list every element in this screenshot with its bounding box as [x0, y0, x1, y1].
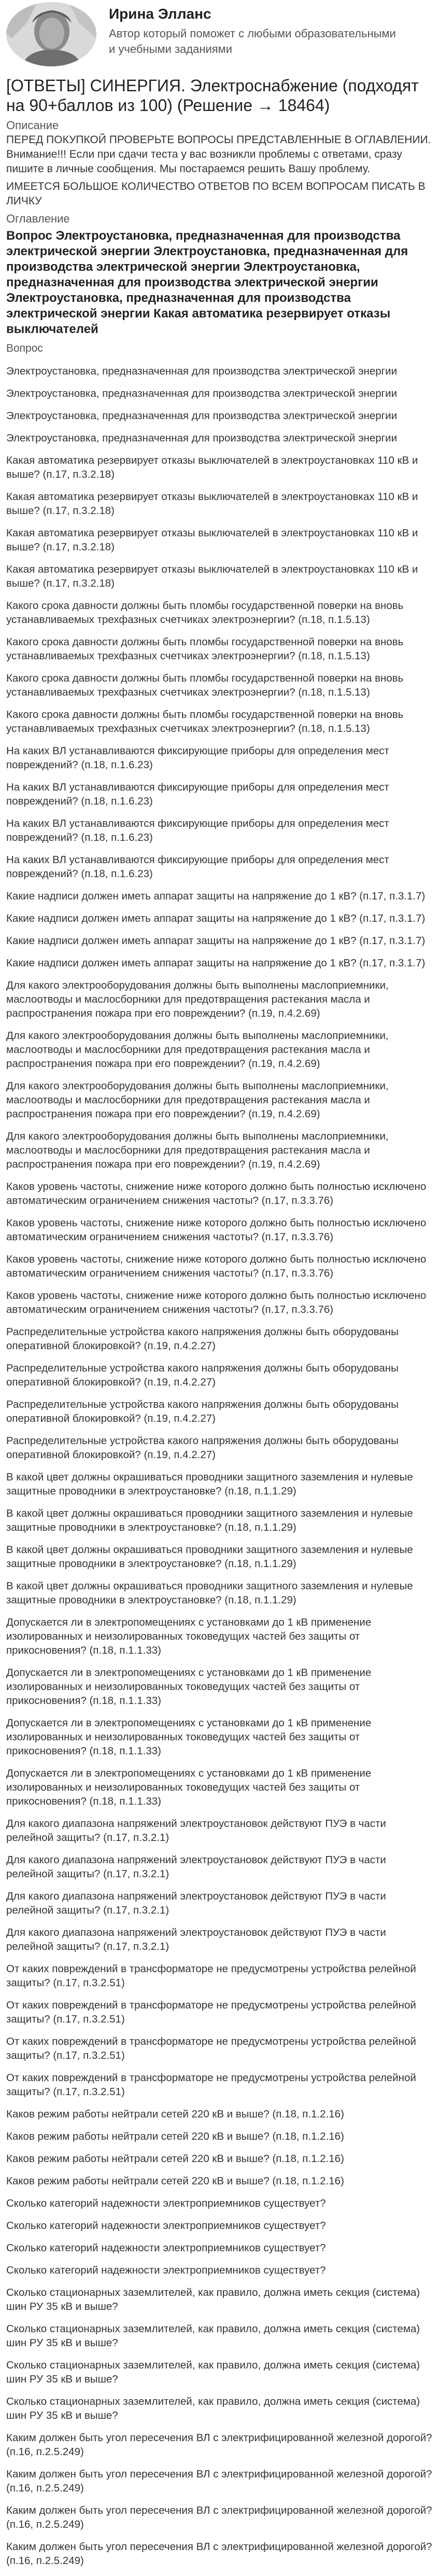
question-item: Сколько категорий надежности электроприемников существует? — [6, 2242, 326, 2254]
question-item: Какого срока давности должны быть пломбы государственной поверки на вновь устанавливаемых трехфазных счетчиках электроэнергии? (п.18, п.1.5.13) — [6, 636, 404, 662]
question-item: Сколько стационарных заземлителей, как правило, должна иметь секция (система) шин РУ 35 кВ и выше? — [6, 2323, 420, 2349]
question-item: На каких ВЛ устанавливаются фиксирующие приборы для определения мест повреждений? (п.18, п.1.6.23) — [6, 854, 389, 880]
author-info — [109, 2, 399, 57]
question-item: В какой цвет должны окрашиваться проводники защитного заземления и нулевые защитные проводники в электроустановке? (п.18, п.1.1.29) — [6, 1544, 413, 1570]
question-item: Каким должен быть угол пересечения ВЛ с электрифицированной железной дорогой? (п.16, п.2.5.249) — [6, 2432, 432, 2458]
description-label: Описание — [6, 119, 59, 132]
question-item: Каким должен быть угол пересечения ВЛ с электрифицированной железной дорогой? (п.16, п.2.5.249) — [6, 2468, 432, 2494]
question-item: Сколько стационарных заземлителей, как правило, должна иметь секция (система) шин РУ 35 кВ и выше? — [6, 2395, 420, 2421]
question-item: Электроустановка, предназначенная для производства электрической энергии — [6, 365, 398, 377]
question-item: От каких повреждений в трансформаторе не предусмотрены устройства релейной защиты? (п.17, п.3.2.51) — [6, 2035, 416, 2061]
description-line: ПЕРЕД ПОКУПКОЙ ПРОВЕРЬТЕ ВОПРОСЫ ПРЕДСТАВЛЕННЫЕ В ОГЛАВЛЕНИИ. — [6, 134, 431, 146]
avatar-portrait-image — [6, 2, 96, 66]
question-item: Для какого диапазона напряжений электроустановок действуют ПУЭ в части релейной защиты? (п.17, п.3.2.1) — [6, 1854, 386, 1880]
question-item: На каких ВЛ устанавливаются фиксирующие приборы для определения мест повреждений? (п.18, п.1.6.23) — [6, 745, 389, 771]
question-item: Каким должен быть угол пересечения ВЛ с электрифицированной железной дорогой? (п.16, п.2.5.249) — [6, 2541, 432, 2567]
question-item: Электроустановка, предназначенная для производства электрической энергии — [6, 432, 398, 444]
question-item: Какого срока давности должны быть пломбы государственной поверки на вновь устанавливаемых трехфазных счетчиках электроэнергии? (п.18, п.1.5.13) — [6, 709, 404, 735]
question-item: Каков режим работы нейтрали сетей 220 кВ и выше? (п.18, п.1.2.16) — [6, 2108, 344, 2120]
question-item: Каков уровень частоты, снижение ниже которого должно быть полностью исключено автоматическим ограничением снижения частоты? (п.17, п.3.3.76) — [6, 1181, 427, 1207]
question-item: Какая автоматика резервирует отказы выключателей в электроустановках 110 кВ и выше? (п.17, п.3.2.18) — [6, 491, 418, 517]
question-item: Сколько категорий надежности электроприемников существует? — [6, 2264, 326, 2276]
question-item: Распределительные устройства какого напряжения должны быть оборудованы оперативной блокировкой? (п.19, п.4.2.27) — [6, 1435, 399, 1461]
question-item: Какая автоматика резервирует отказы выключателей в электроустановках 110 кВ и выше? (п.17, п.3.2.18) — [6, 527, 418, 553]
question-item: Каков уровень частоты, снижение ниже которого должно быть полностью исключено автоматическим ограничением снижения частоты? (п.17, п.3.3.76) — [6, 1290, 427, 1315]
question-item: Каков режим работы нейтрали сетей 220 кВ и выше? (п.18, п.1.2.16) — [6, 2153, 344, 2165]
question-label: Вопрос — [6, 342, 43, 354]
question-item: Сколько категорий надежности электроприемников существует? — [6, 2197, 326, 2209]
question-item: На каких ВЛ устанавливаются фиксирующие приборы для определения мест повреждений? (п.18, п.1.6.23) — [6, 781, 389, 807]
description-line: ИМЕЕТСЯ БОЛЬШОЕ КОЛИЧЕСТВО ОТВЕТОВ ПО ВСЕМ ВОПРОСАМ ПИСАТЬ В ЛИЧКУ — [6, 181, 426, 207]
question-item: Для какого электрооборудования должны быть выполнены маслоприемники, маслоотводы и маслосборники для предотвращения растекания масла и распространения пожара при его повреждении? (п.19, п.4.2.69) — [6, 1030, 389, 1070]
question-item: Каков режим работы нейтрали сетей 220 кВ и выше? (п.18, п.1.2.16) — [6, 2130, 344, 2142]
question-item: Сколько стационарных заземлителей, как правило, должна иметь секция (система) шин РУ 35 кВ и выше? — [6, 2287, 420, 2312]
question-item: Каков уровень частоты, снижение ниже которого должно быть полностью исключено автоматическим ограничением снижения частоты? (п.17, п.3.3.76) — [6, 1217, 427, 1243]
question-item: Допускается ли в электропомещениях с установками до 1 кВ применение изолированных и неизолированных токоведущих частей без защиты от прикосновения? (п.18, п.1.1.33) — [6, 1767, 372, 1807]
question-item: В какой цвет должны окрашиваться проводники защитного заземления и нулевые защитные проводники в электроустановке? (п.18, п.1.1.29) — [6, 1471, 413, 1497]
question-title: Вопрос Электроустановка, предназначенная для производства электрической энергии Электроустановка, предназначенная для производства электрической энергии Электроустановка, предназначенная для производства электрической энергии Электроустановка, предназначенная для производства электрической энергии Какая автоматика резервирует отказы выключателей — [6, 229, 408, 336]
question-item: Распределительные устройства какого напряжения должны быть оборудованы оперативной блокировкой? (п.19, п.4.2.27) — [6, 1326, 399, 1352]
question-list — [6, 364, 433, 2568]
question-item: Какого срока давности должны быть пломбы государственной поверки на вновь устанавливаемых трехфазных счетчиках электроэнергии? (п.18, п.1.5.13) — [6, 600, 404, 626]
question-item: Допускается ли в электропомещениях с установками до 1 кВ применение изолированных и неизолированных токоведущих частей без защиты от прикосновения? (п.18, п.1.1.33) — [6, 1616, 372, 1656]
question-item: Какие надписи должен иметь аппарат защиты на напряжение до 1 кВ? (п.17, п.3.1.7) — [6, 890, 426, 902]
question-item: В какой цвет должны окрашиваться проводники защитного заземления и нулевые защитные проводники в электроустановке? (п.18, п.1.1.29) — [6, 1507, 413, 1533]
question-item: Для какого электрооборудования должны быть выполнены маслоприемники, маслоотводы и маслосборники для предотвращения растекания масла и распространения пожара при его повреждении? (п.19, п.4.2.69) — [6, 1080, 389, 1120]
question-item: Какие надписи должен иметь аппарат защиты на напряжение до 1 кВ? (п.17, п.3.1.7) — [6, 935, 426, 947]
question-item: Сколько категорий надежности электроприемников существует? — [6, 2220, 326, 2232]
question-item: От каких повреждений в трансформаторе не предусмотрены устройства релейной защиты? (п.17, п.3.2.51) — [6, 2072, 416, 2098]
question-item: От каких повреждений в трансформаторе не предусмотрены устройства релейной защиты? (п.17, п.3.2.51) — [6, 1999, 416, 2025]
question-item: Каков режим работы нейтрали сетей 220 кВ и выше? (п.18, п.1.2.16) — [6, 2175, 344, 2187]
question-item: На каких ВЛ устанавливаются фиксирующие приборы для определения мест повреждений? (п.18, п.1.6.23) — [6, 818, 389, 843]
question-item: Электроустановка, предназначенная для производства электрической энергии — [6, 410, 398, 422]
author-description: Автор который поможет с любыми образовательными и учебными заданиями — [109, 27, 396, 56]
question-item: Каким должен быть угол пересечения ВЛ с электрифицированной железной дорогой? (п.16, п.2.5.249) — [6, 2504, 432, 2530]
question-item: Для какого диапазона напряжений электроустановок действуют ПУЭ в части релейной защиты? (п.17, п.3.2.1) — [6, 1890, 386, 1916]
question-item: Какая автоматика резервирует отказы выключателей в электроустановках 110 кВ и выше? (п.17, п.3.2.18) — [6, 454, 418, 480]
avatar[interactable] — [6, 2, 96, 66]
question-item: Допускается ли в электропомещениях с установками до 1 кВ применение изолированных и неизолированных токоведущих частей без защиты от прикосновения? (п.18, п.1.1.33) — [6, 1717, 372, 1757]
question-item: Допускается ли в электропомещениях с установками до 1 кВ применение изолированных и неизолированных токоведущих частей без защиты от прикосновения? (п.18, п.1.1.33) — [6, 1667, 372, 1707]
question-item: Для какого диапазона напряжений электроустановок действуют ПУЭ в части релейной защиты? (п.17, п.3.2.1) — [6, 1927, 386, 1952]
question-item: Какие надписи должен иметь аппарат защиты на напряжение до 1 кВ? (п.17, п.3.1.7) — [6, 912, 426, 924]
question-item: В какой цвет должны окрашиваться проводники защитного заземления и нулевые защитные проводники в электроустановке? (п.18, п.1.1.29) — [6, 1580, 413, 1606]
question-item: Сколько стационарных заземлителей, как правило, должна иметь секция (система) шин РУ 35 кВ и выше? — [6, 2359, 420, 2385]
author-name[interactable]: Ирина Элланс — [109, 6, 211, 22]
toc-label: Оглавление — [6, 212, 70, 225]
question-item: Для какого электрооборудования должны быть выполнены маслоприемники, маслоотводы и маслосборники для предотвращения растекания масла и распространения пожара при его повреждении? (п.19, п.4.2.69) — [6, 1130, 389, 1170]
question-item: От каких повреждений в трансформаторе не предусмотрены устройства релейной защиты? (п.17, п.3.2.51) — [6, 1963, 416, 1989]
question-item: Какая автоматика резервирует отказы выключателей в электроустановках 110 кВ и выше? (п.17, п.3.2.18) — [6, 563, 418, 589]
question-item: Какого срока давности должны быть пломбы государственной поверки на вновь устанавливаемых трехфазных счетчиках электроэнергии? (п.18, п.1.5.13) — [6, 672, 404, 698]
question-item: Каков уровень частоты, снижение ниже которого должно быть полностью исключено автоматическим ограничением снижения частоты? (п.17, п.3.3.76) — [6, 1253, 427, 1279]
description-line: Внимание!!! Если при сдачи теста у вас возникли проблемы с ответами, сразу пишите в личные сообщения. Мы постараемся решить Вашу проблему. — [6, 148, 402, 175]
question-item: Распределительные устройства какого напряжения должны быть оборудованы оперативной блокировкой? (п.19, п.4.2.27) — [6, 1398, 399, 1424]
question-item: Для какого электрооборудования должны быть выполнены маслоприемники, маслоотводы и маслосборники для предотвращения растекания масла и распространения пожара при его повреждении? (п.19, п.4.2.69) — [6, 979, 389, 1019]
question-item: Какие надписи должен иметь аппарат защиты на напряжение до 1 кВ? (п.17, п.3.1.7) — [6, 957, 426, 969]
question-item: Для какого диапазона напряжений электроустановок действуют ПУЭ в части релейной защиты? (п.17, п.3.2.1) — [6, 1818, 386, 1844]
question-item: Электроустановка, предназначенная для производства электрической энергии — [6, 387, 398, 399]
author-header — [6, 0, 433, 68]
page-title: [ОТВЕТЫ] СИНЕРГИЯ. Электроснабжение (подходят на 90+баллов из 100) (Решение → 18464) — [6, 76, 419, 115]
question-item: Распределительные устройства какого напряжения должны быть оборудованы оперативной блокировкой? (п.19, п.4.2.27) — [6, 1362, 399, 1388]
